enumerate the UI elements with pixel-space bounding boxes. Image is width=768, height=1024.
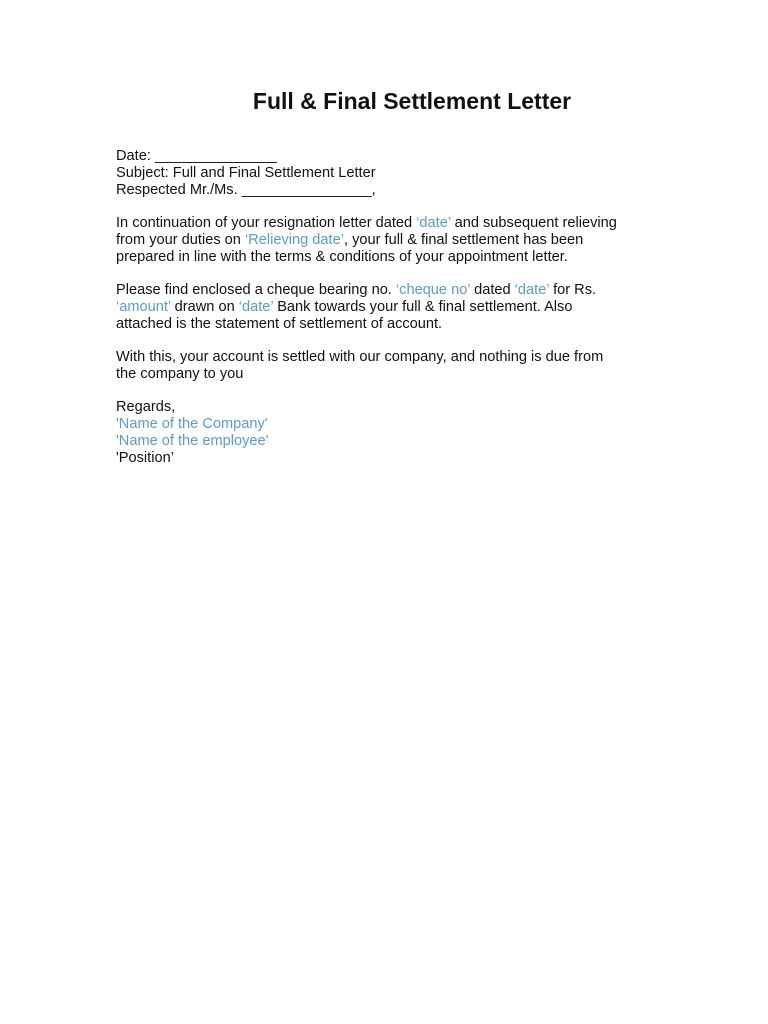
subject-line: Subject: Full and Final Settlement Letter — [116, 165, 376, 181]
paragraph-line — [116, 232, 676, 249]
text-segment: Bank towards your full & final settlement. Also — [273, 299, 573, 315]
letter-body — [116, 148, 676, 483]
respected-line: Respected Mr./Ms. ________________, — [116, 182, 376, 198]
header-block — [116, 148, 676, 199]
placeholder-cheque-no: ‘cheque no’ — [395, 282, 471, 298]
date-line: Date: _______________ — [116, 148, 277, 164]
paragraph-line — [116, 215, 676, 232]
placeholder-date: ‘date’ — [416, 215, 451, 231]
paragraph-line: the company to you — [116, 366, 244, 382]
text-segment: dated — [470, 282, 515, 298]
closing-block — [116, 399, 676, 467]
text-segment: for Rs. — [549, 282, 597, 298]
paragraph-line — [116, 282, 676, 299]
paragraph-settled — [116, 349, 676, 383]
text-segment: from your duties on — [116, 232, 245, 248]
placeholder-date: ‘date’ — [514, 282, 550, 298]
paragraph-line: With this, your account is settled with our company, and nothing is due from — [116, 349, 604, 365]
text-segment: drawn on — [170, 299, 239, 315]
text-segment: In continuation of your resignation letter dated — [116, 215, 417, 231]
placeholder-date: ‘date’ — [238, 299, 274, 315]
paragraph-line: prepared in line with the terms & conditions of your appointment letter. — [116, 249, 568, 265]
placeholder-relieving-date: ‘Relieving date’ — [244, 232, 344, 248]
placeholder-employee-name: 'Name of the employee' — [116, 433, 269, 449]
paragraph-line — [116, 299, 676, 316]
placeholder-company-name: 'Name of the Company' — [116, 416, 268, 432]
text-segment: , your full & final settlement has been — [343, 232, 584, 248]
regards-line: Regards, — [116, 399, 176, 415]
position-line: 'Position’ — [116, 450, 174, 466]
paragraph-line: attached is the statement of settlement of account. — [116, 316, 443, 332]
text-segment: Please find enclosed a cheque bearing no. — [116, 282, 396, 298]
paragraph-cheque — [116, 282, 676, 333]
text-segment: and subsequent relieving — [450, 215, 617, 231]
placeholder-amount: ‘amount’ — [116, 299, 171, 315]
paragraph-resignation — [116, 215, 676, 266]
letter-title: Full & Final Settlement Letter — [252, 88, 572, 114]
